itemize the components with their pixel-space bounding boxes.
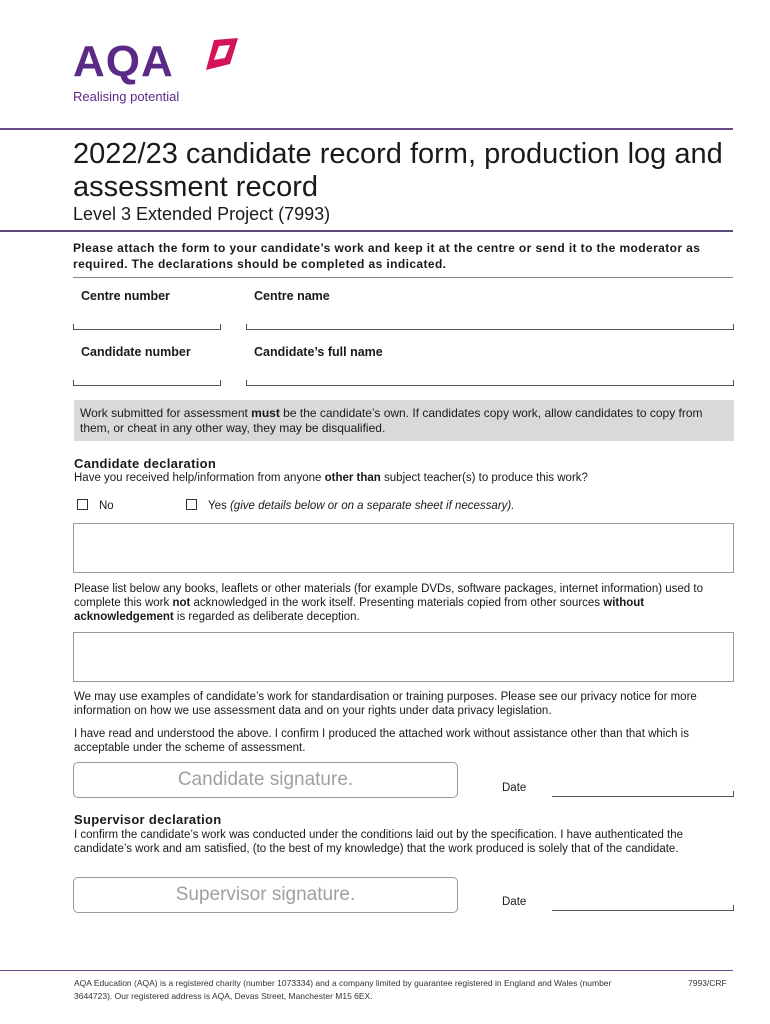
materials-text-1: Please list below any books, leaflets or other materials (for example DVDs, software packages, internet information) used to complete this work (74, 583, 703, 609)
notice-text-2: be the candidate’s own. If candidates copy work, allow candidates to copy from them, or cheat in any other way, they may be disqualified. (80, 406, 703, 435)
centre-number-label: Centre number (81, 289, 170, 303)
help-question (74, 471, 588, 485)
supervisor-date-label: Date (502, 896, 527, 908)
yes-option-label: Yes (208, 500, 227, 512)
materials-instructions (74, 582, 736, 624)
header-divider (0, 128, 733, 130)
intro-instructions: Please attach the form to your candidate’s work and keep it at the centre or send it to the moderator as required. The declarations should be completed as indicated. (73, 241, 701, 271)
materials-emphasis-1: not (172, 597, 191, 609)
yes-checkbox[interactable] (186, 499, 197, 510)
notice-text-1: Work submitted for assessment (80, 406, 252, 420)
materials-text-2: acknowledged in the work itself. Presenting materials copied from other sources (190, 597, 604, 609)
privacy-notice: We may use examples of candidate’s work for standardisation or training purposes. Please see our privacy notice for more information on how we use assessment data and on your rights under data privacy legislation. (74, 691, 697, 717)
footer-document-code: 7993/CRF (688, 978, 727, 988)
yes-option (208, 499, 514, 513)
candidate-confirmation: I have read and understood the above. I confirm I produced the attached work without assistance other than that which is acceptable under the scheme of assessment. (74, 728, 689, 754)
centre-name-label: Centre name (254, 289, 330, 303)
candidate-full-name-label: Candidate’s full name (254, 345, 383, 359)
notice-emphasis: must (251, 406, 280, 420)
yes-option-note: (give details below or on a separate sheet if necessary). (229, 500, 515, 512)
no-checkbox[interactable] (77, 499, 88, 510)
help-details-textbox[interactable] (73, 523, 734, 573)
centre-name-field[interactable] (246, 322, 734, 330)
page-subtitle: Level 3 Extended Project (7993) (73, 204, 331, 224)
footer-legal-text: AQA Education (AQA) is a registered charity (number 1073334) and a company limited by guarantee registered in England and Wales (number 3644723). Our registered address is AQA, Devas Street, Manchester M15 6EX. (74, 978, 612, 1001)
candidate-declaration-heading: Candidate declaration (74, 456, 217, 471)
logo-tagline: Realising potential (73, 89, 180, 104)
candidate-full-name-field[interactable] (246, 378, 734, 386)
materials-textbox[interactable] (73, 632, 734, 682)
help-question-text-1: Have you received help/information from anyone (74, 472, 325, 484)
candidate-number-field[interactable] (73, 378, 221, 386)
candidate-date-field[interactable] (552, 789, 734, 797)
candidate-number-label: Candidate number (81, 345, 191, 359)
supervisor-declaration-heading: Supervisor declaration (74, 812, 222, 827)
supervisor-declaration-text: I confirm the candidate’s work was conducted under the conditions laid out by the specification. I have authenticated the candidate’s work and am satisfied, (to the best of my knowledge) that the work produced is solely that of the candidate. (74, 829, 684, 855)
materials-text-3: is regarded as deliberate deception. (173, 611, 360, 623)
candidate-signature-field[interactable]: Candidate signature. (73, 762, 458, 798)
page-title: 2022/23 candidate record form, production log and assessment record (73, 138, 723, 203)
centre-number-field[interactable] (73, 322, 221, 330)
supervisor-signature-field[interactable]: Supervisor signature. (73, 877, 458, 913)
aqa-logo-wordmark: AQA (73, 37, 174, 86)
aqa-logo-mark-icon (200, 34, 242, 76)
candidate-date-label: Date (502, 782, 527, 794)
disqualification-notice (74, 400, 734, 441)
footer-divider (0, 970, 733, 971)
help-question-text-2: subject teacher(s) to produce this work? (380, 472, 588, 484)
no-option-label: No (99, 500, 114, 512)
supervisor-date-field[interactable] (552, 903, 734, 911)
title-divider (0, 230, 733, 232)
intro-divider (73, 277, 733, 278)
help-question-emphasis: other than (324, 472, 381, 484)
materials-emphasis-2: without acknowledgement (74, 597, 645, 623)
